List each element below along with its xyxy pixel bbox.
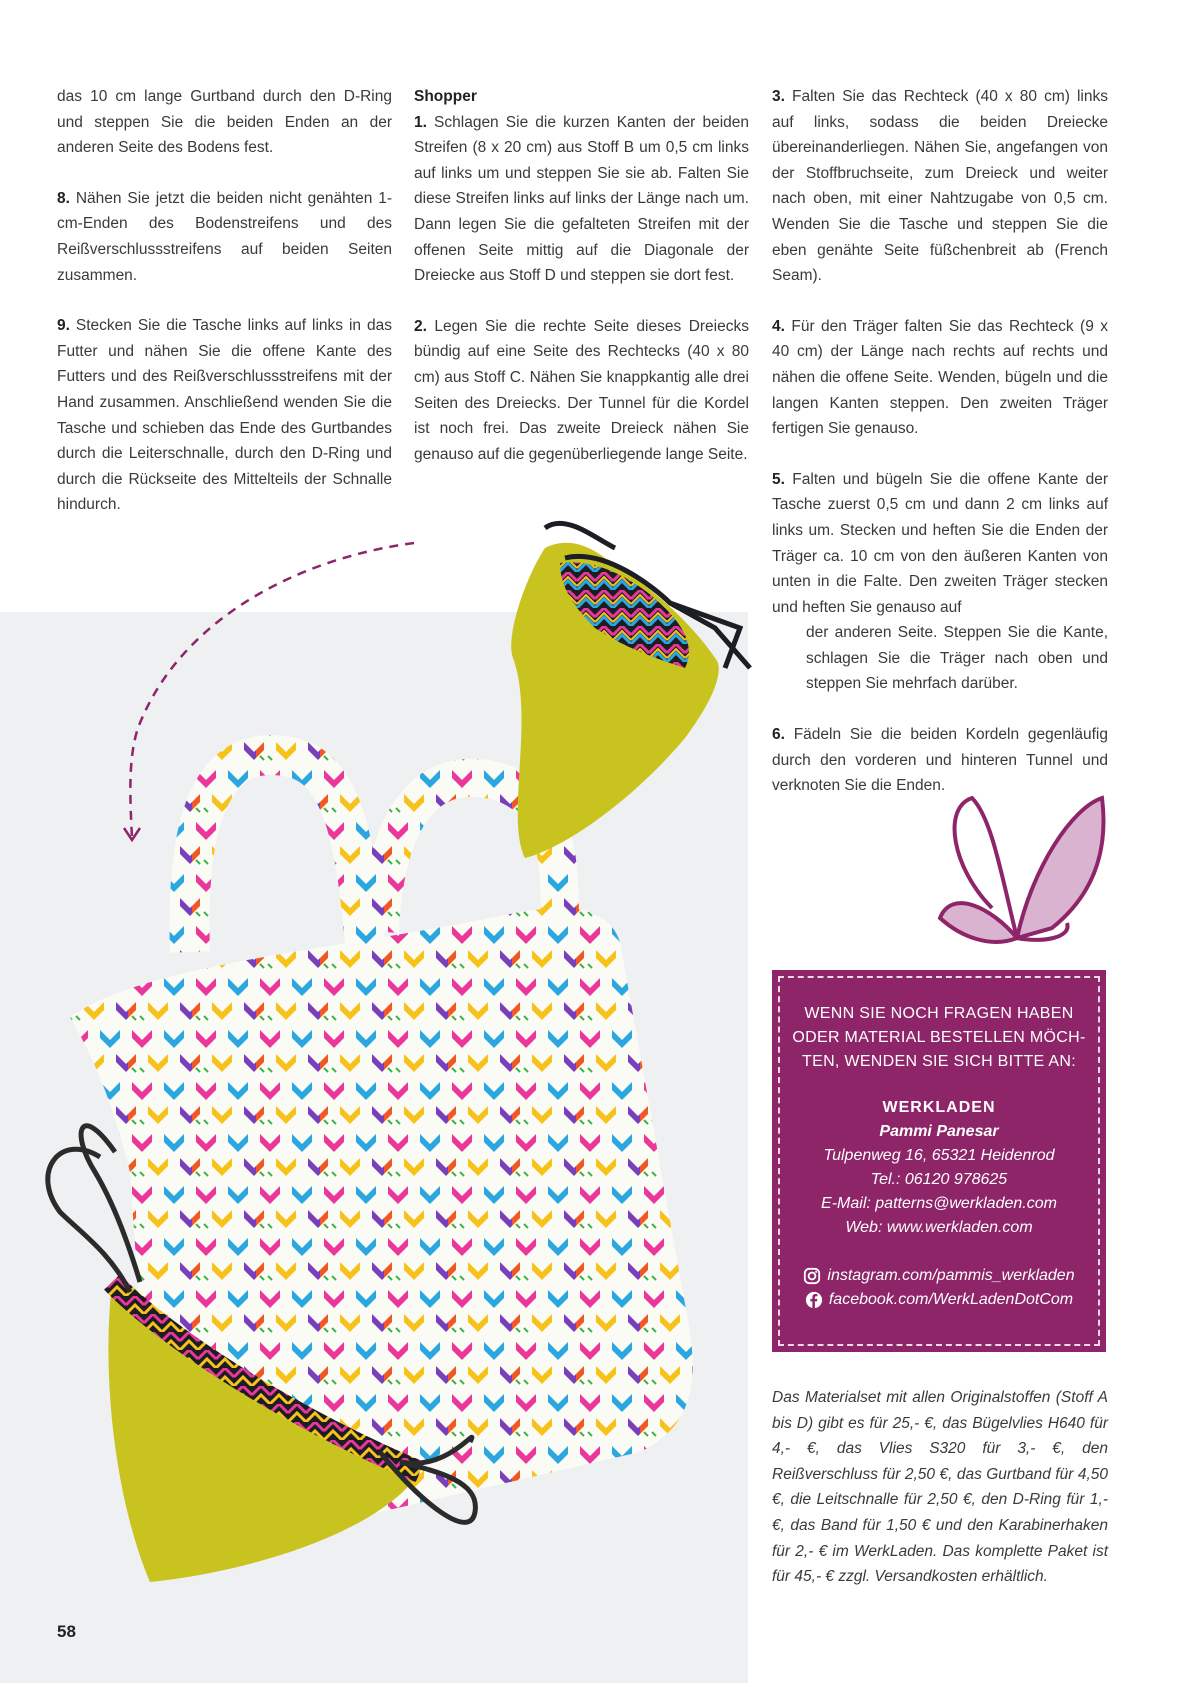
step-5-text: Falten und bügeln Sie die offene Kante der Tasche zuerst 0,5 cm und dann 2 cm links auf links um. Stecken und heften Sie die Enden der Träger ca. 10 cm von den äußeren Kanten von unten in die Falte. Den zweiten Träger stecken und heften Sie genauso auf bbox=[772, 470, 1108, 616]
column-middle bbox=[414, 84, 749, 492]
facebook-url[interactable]: facebook.com/WerkLadenDotCom bbox=[828, 1291, 1074, 1308]
step-2-text: Legen Sie die rechte Seite dieses Dreiecks bündig auf eine Seite des Rechtecks (40 x 80 cm) aus Stoff C. Nähen Sie knappkantig alle drei Seiten des Dreiecks. Der Tunnel für die Kordel ist noch frei. Das zweite Dreieck nähen Sie genauso auf die gegenüberliegende lange Seite. bbox=[414, 317, 749, 463]
step-6-number: 6. bbox=[772, 726, 785, 744]
contact-name: Pammi Panesar bbox=[879, 1123, 999, 1140]
instagram-url[interactable]: instagram.com/pammis_werkladen bbox=[827, 1267, 1075, 1284]
step-3-text: Falten Sie das Rechteck (40 x 80 cm) links auf links, sodass die beiden Dreiecke übereinanderliegen. Nähen Sie, angefangen von der Stoffbruchseite, zum Dreieck und weiter nach oben, mit einer Nahtzugabe von 0,5 cm. Wenden Sie die Tasche und steppen Sie die eben genähte Seite füßchenbreit ab (French Seam). bbox=[772, 88, 1108, 285]
contact-email[interactable]: E-Mail: patterns@werkladen.com bbox=[821, 1195, 1057, 1212]
contact-phone: Tel.: 06120 978625 bbox=[870, 1171, 1008, 1188]
info-intro-line-1: WENN SIE NOCH FRAGEN HABEN bbox=[804, 1005, 1074, 1022]
step-6-text: Fädeln Sie die beiden Kordeln gegenläufig durch den vorderen und hinteren Tunnel und verknoten Sie die Enden. bbox=[772, 726, 1109, 795]
contact-info-box bbox=[772, 970, 1106, 1352]
contact-website[interactable]: Web: www.werkladen.com bbox=[845, 1219, 1033, 1236]
instagram-icon bbox=[803, 1267, 821, 1285]
paragraph-step-5-continued: der anderen Seite. Steppen Sie die Kante, schlagen Sie die Träger nach oben und steppen Sie mehrfach darüber. bbox=[806, 624, 1108, 693]
step-4-text: Für den Träger falten Sie das Rechteck (9 x 40 cm) der Länge nach rechts auf rechts und nähen die offene Seite. Wenden, bügeln und die langen Kanten steppen. Den zweiten Träger fertigen Sie genauso. bbox=[772, 317, 1108, 438]
paragraph-step-7-end: das 10 cm lange Gurtband durch den D-Ring und steppen Sie die beiden Enden an der anderen Seite des Bodens fest. bbox=[57, 88, 392, 157]
facebook-link[interactable] bbox=[786, 1288, 1092, 1312]
step-8-text: Nähen Sie jetzt die beiden nicht genähten 1-cm-Enden des Bodenstreifens und des Reißverschlussstreifens auf beiden Seiten zusammen. bbox=[57, 189, 392, 284]
contact-address: Tulpenweg 16, 65321 Heidenrod bbox=[823, 1147, 1055, 1164]
paragraph-step-5 bbox=[772, 467, 1108, 621]
paragraph-shopper-step-1 bbox=[414, 84, 749, 289]
paragraph-step-4 bbox=[772, 314, 1108, 442]
paragraph-step-3 bbox=[772, 84, 1108, 289]
instagram-link[interactable] bbox=[786, 1264, 1092, 1288]
social-links bbox=[786, 1264, 1092, 1312]
paragraph-step-9 bbox=[57, 313, 392, 518]
contact-info-content bbox=[786, 1002, 1092, 1312]
company-name: WERKLADEN bbox=[882, 1099, 996, 1116]
facebook-icon bbox=[805, 1291, 823, 1309]
step-3-number: 3. bbox=[772, 88, 785, 105]
section-heading-shopper: Shopper bbox=[414, 88, 477, 105]
paragraph-step-8 bbox=[57, 186, 392, 288]
page-number: 58 bbox=[57, 1622, 76, 1641]
folded-pouch-image bbox=[505, 518, 795, 868]
step-9-number: 9. bbox=[57, 317, 70, 335]
material-set-info: Das Materialset mit allen Originalstoffen (Stoff A bis D) gibt es für 25,- €, das Bügelvlies H640 für 4,- €, das Vlies S320 für 3,- €, den Reißverschluss für 2,50 €, das Gurtband für 4,50 €, die Leitschnalle für 2,50 €, den D-Ring für 1,- €, das Band für 1,50 € und den Karabinerhaken für 2,- € im WerkLaden. Das komplette Paket ist für 45,- € zzgl. Versandkosten erhältlich. bbox=[772, 1389, 1108, 1586]
step-1-number: 1. bbox=[414, 113, 427, 131]
step-5-number: 5. bbox=[772, 470, 785, 488]
paragraph-step-2 bbox=[414, 314, 749, 468]
column-right bbox=[772, 84, 1108, 824]
step-9-text: Stecken Sie die Tasche links auf links in das Futter und nähen Sie die offene Kante des Futters und des Reißverschlussstreifens mit der Hand zusammen. Anschließend wenden Sie die Tasche und schieben das Ende des Gurtbandes durch die Leiterschnalle, durch den D-Ring und durch die Rückseite des Mittelteils der Schnalle hindurch. bbox=[57, 317, 392, 514]
step-1-text: Schlagen Sie die kurzen Kanten der beiden Streifen (8 x 20 cm) aus Stoff B um 0,5 cm links auf links um und steppen Sie sie ab. Falten Sie diese Streifen links auf links der Länge nach um. Dann legen Sie die gefalteten Streifen mit der offenen Seite mittig auf die Diagonale der Dreiecke aus Stoff D und steppen sie dort fest. bbox=[414, 113, 749, 285]
butterfly-illustration bbox=[932, 788, 1112, 958]
info-intro-line-2: ODER MATERIAL BESTELLEN MÖCH- bbox=[792, 1029, 1086, 1046]
dashed-arrow bbox=[120, 538, 420, 848]
column-left bbox=[57, 84, 392, 543]
info-intro-line-3: TEN, WENDEN SIE SICH BITTE AN: bbox=[802, 1053, 1076, 1070]
step-8-number: 8. bbox=[57, 189, 70, 207]
step-2-number: 2. bbox=[414, 317, 427, 335]
step-4-number: 4. bbox=[772, 317, 785, 335]
